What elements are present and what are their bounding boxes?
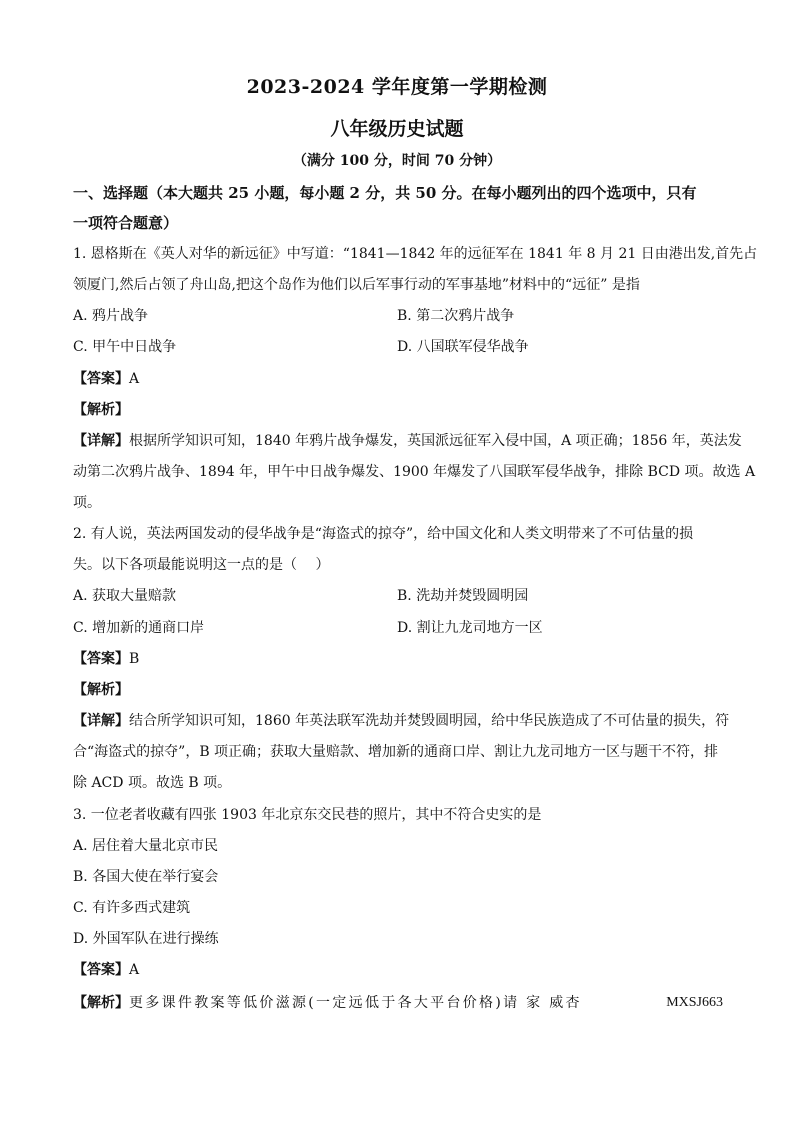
q2-answer	[73, 649, 723, 669]
q2-detail-text1: 结合所学知识可知，1860 年英法联军洗劫并焚毁圆明园，给中华民族造成了不可估量的损失，符	[129, 713, 730, 729]
q2-detail-line1	[73, 711, 730, 731]
q1-detail-label: 【详解】	[73, 433, 129, 449]
q1-answer-value: A	[129, 371, 140, 387]
q3-answer	[73, 960, 723, 980]
q1-detail-line1	[73, 431, 742, 451]
q2-detail-label: 【详解】	[73, 713, 129, 729]
q2-option-c: C. 增加新的通商口岸	[73, 620, 205, 636]
q1-answer	[73, 369, 723, 389]
q1-detail-line2: 动第二次鸦片战争、1894 年，甲午中日战争爆发、1900 年爆发了八国联军侵华战争，排除 BCD 项。故选 A	[73, 464, 756, 480]
watermark-code: MXSJ663	[666, 995, 723, 1010]
q3-answer-value: A	[129, 962, 140, 978]
q3-stem-line1: 3. 一位老者收藏有四张 1903 年北京东交民巷的照片，其中不符合史实的是	[73, 807, 542, 823]
q1-option-c: C. 甲午中日战争	[73, 339, 177, 355]
q1-option-a: A. 鸦片战争	[73, 308, 149, 324]
q2-option-a: A. 获取大量赔款	[73, 588, 177, 604]
exam-subtitle: 八年级历史试题	[330, 118, 464, 140]
q2-stem-line1: 2. 有人说，英法两国发动的侵华战争是“海盗式的掠夺”，给中国文化和人类文明带来了不可估量的损	[73, 526, 694, 542]
section-heading-line2: 一项符合题意）	[73, 214, 179, 232]
q1-option-d: D. 八国联军侵华战争	[397, 339, 529, 355]
q3-option-a: A. 居住着大量北京市民	[73, 838, 219, 854]
q1-analysis-label: 【解析】	[73, 402, 129, 418]
q1-stem-line2: 领厦门,然后占领了舟山岛,把这个岛作为他们以后军事行动的军事基地”材料中的“远征” 是指	[73, 277, 640, 293]
q2-analysis-label: 【解析】	[73, 682, 129, 698]
q2-detail-line2: 合“海盗式的掠夺”，B 项正确；获取大量赔款、增加新的通商口岸、割让九龙司地方一区与题干不符，排	[73, 744, 719, 760]
q3-analysis-label: 【解析】	[73, 995, 129, 1011]
q1-stem-line1: 1. 恩格斯在《英人对华的新远征》中写道：“1841—1842 年的远征军在 1841 年 8 月 21 日由港出发,首先占	[73, 246, 758, 262]
q2-detail-line3: 除 ACD 项。故选 B 项。	[73, 775, 232, 791]
q1-detail-line3: 项。	[73, 495, 101, 511]
q3-analysis-line	[73, 993, 723, 1013]
q2-answer-label: 【答案】	[73, 651, 129, 667]
q1-detail-text1: 根据所学知识可知，1840 年鸦片战争爆发，英国派远征军入侵中国，A 项正确；1856 年，英法发	[129, 433, 742, 449]
q2-option-b: B. 洗劫并焚毁圆明园	[397, 588, 529, 604]
q1-option-b: B. 第二次鸦片战争	[397, 308, 515, 324]
q3-option-c: C. 有许多西式建筑	[73, 900, 191, 916]
q2-option-d: D. 割让九龙司地方一区	[397, 620, 543, 636]
exam-note: （满分 100 分，时间 70 分钟）	[292, 153, 502, 169]
section-heading-line1: 一、选择题（本大题共 25 小题，每小题 2 分，共 50 分。在每小题列出的四个选项中，只有	[73, 184, 697, 202]
q3-option-b: B. 各国大使在举行宴会	[73, 869, 219, 885]
watermark-text: 更多课件教案等低价滋源(一定远低于各大平台价格)请 家 威杏	[129, 995, 582, 1011]
q2-stem-line2: 失。以下各项最能说明这一点的是（ ）	[73, 557, 330, 573]
exam-title: 2023-2024 学年度第一学期检测	[246, 76, 548, 98]
q1-answer-label: 【答案】	[73, 371, 129, 387]
q3-option-d: D. 外国军队在进行操练	[73, 931, 219, 947]
q2-answer-value: B	[129, 651, 140, 667]
q3-answer-label: 【答案】	[73, 962, 129, 978]
